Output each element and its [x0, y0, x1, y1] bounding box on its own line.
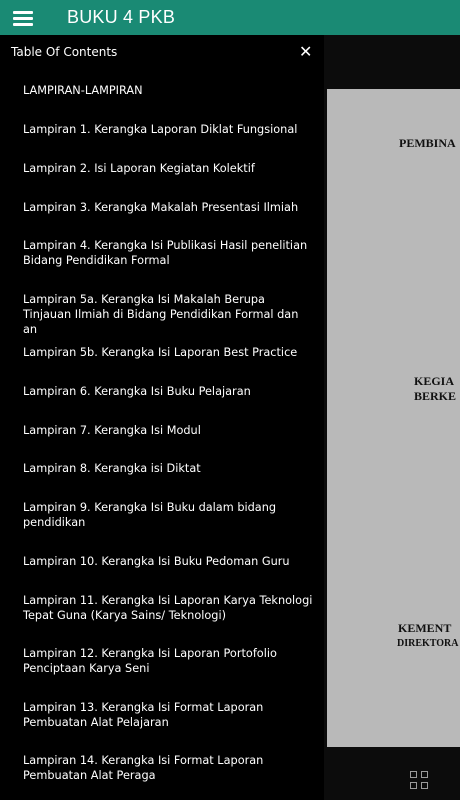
page-footer-line: KEMENT — [398, 621, 452, 635]
toc-title: Table Of Contents — [11, 45, 118, 59]
grid-view-icon[interactable] — [410, 771, 430, 791]
document-page[interactable] — [327, 89, 460, 747]
toc-item[interactable]: Lampiran 6. Kerangka Isi Buku Pelajaran — [23, 385, 251, 398]
page-title-line: KEGIA — [414, 374, 455, 388]
toc-item[interactable]: Lampiran 5b. Kerangka Isi Laporan Best Practice — [23, 346, 298, 359]
toc-item[interactable]: Lampiran 12. Kerangka Isi Laporan Portofolio Penciptaan Karya Seni — [23, 647, 277, 675]
page-title-line: BERKE — [414, 389, 457, 403]
toc-item[interactable]: Lampiran 9. Kerangka Isi Buku dalam bidang pendidikan — [23, 501, 277, 529]
app-title: BUKU 4 PKB — [67, 7, 176, 27]
toc-item[interactable]: Lampiran 8. Kerangka isi Diktat — [23, 462, 201, 475]
toc-item[interactable]: Lampiran 2. Isi Laporan Kegiatan Kolektif — [23, 162, 255, 175]
toc-item[interactable]: Lampiran 3. Kerangka Makalah Presentasi Ilmiah — [23, 201, 299, 214]
page-footer-line: DIREKTORA — [397, 638, 459, 649]
close-icon[interactable]: ✕ — [299, 42, 313, 61]
toc-item[interactable]: Lampiran 10. Kerangka Isi Buku Pedoman Guru — [23, 555, 290, 568]
toc-item[interactable]: Lampiran 1. Kerangka Laporan Diklat Fungsional — [23, 123, 298, 136]
toc-item[interactable]: Lampiran 7. Kerangka Isi Modul — [23, 424, 201, 437]
page-heading-line: PEMBINA — [399, 136, 456, 150]
toc-item[interactable]: Lampiran 4. Kerangka Isi Publikasi Hasil penelitian Bidang Pendidikan Formal — [23, 239, 308, 267]
table-of-contents-drawer — [0, 35, 324, 800]
toc-header — [0, 35, 324, 71]
toc-item[interactable]: Lampiran 13. Kerangka Isi Format Laporan Pembuatan Alat Pelajaran — [23, 701, 264, 729]
toc-item[interactable]: Lampiran 5a. Kerangka Isi Makalah Berupa Tinjauan Ilmiah di Bidang Pendidikan Formal dan an — [23, 293, 299, 336]
toc-item[interactable]: Lampiran 11. Kerangka Isi Laporan Karya Teknologi Tepat Guna (Karya Sains/ Teknologi) — [23, 594, 313, 622]
app-bar — [0, 0, 460, 35]
toc-item[interactable]: Lampiran 14. Kerangka Isi Format Laporan Pembuatan Alat Peraga — [23, 754, 264, 782]
toc-item[interactable]: LAMPIRAN-LAMPIRAN — [23, 84, 143, 97]
hamburger-menu-icon[interactable] — [13, 10, 35, 26]
